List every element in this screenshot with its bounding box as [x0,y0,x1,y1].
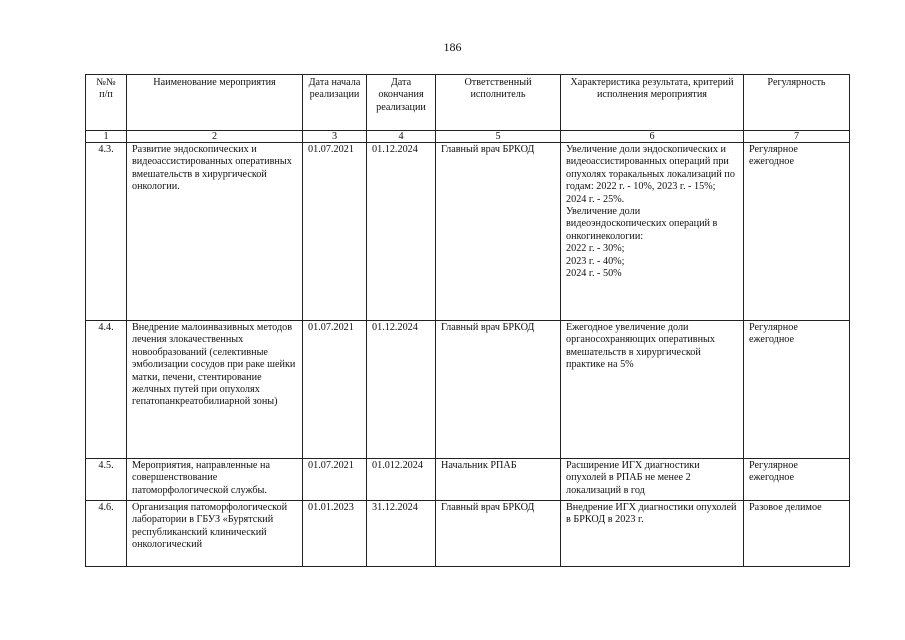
responsible: Главный врач БРКОД [436,321,561,459]
start-date: 01.07.2021 [303,143,367,321]
regularity: Регулярное ежегодное [744,321,850,459]
table-row [86,501,850,567]
header-activity-name: Наименование мероприятия [127,75,303,131]
end-date: 01.12.2024 [367,321,436,459]
table-row [86,321,850,459]
row-number: 4.6. [86,501,127,567]
page-number: 186 [443,40,462,54]
responsible: Начальник РПАБ [436,459,561,501]
regularity: Регулярное ежегодное [744,459,850,501]
header-regularity: Регулярность [744,75,850,131]
result-line: Ежегодное увеличение доли органосохраняющих оперативных вмешательств в хирургической практике на 5% [566,322,715,371]
header-number: №№ п/п [86,75,127,131]
start-date: 01.01.2023 [303,501,367,567]
responsible: Главный врач БРКОД [436,501,561,567]
result-description [561,143,744,321]
result-line: Увеличение доли эндоскопических и видеоассистированных операций при опухолях торакальных локализаций по годам: 2022 г. - 10%, 2023 г. - 15%; 2024 г. - 25%. [566,144,735,205]
result-description [561,459,744,501]
header-result: Характеристика результата, критерий исполнения мероприятия [561,75,744,131]
result-description [561,321,744,459]
end-date: 01.12.2024 [367,143,436,321]
end-date: 01.012.2024 [367,459,436,501]
activity-name: Мероприятия, направленные на совершенствование патоморфологической службы. [127,459,303,501]
activity-name: Внедрение малоинвазивных методов лечения злокачественных новообразований (селективные эмболизации сосудов при раке шейки матки, печени, стентирование желчных путей при опухолях гепатопанкреатобилиарной зоны) [127,321,303,459]
column-number: 5 [436,131,561,143]
result-line: 2024 г. - 50% [566,268,622,280]
result-line: Увеличение доли видеоэндоскопических операций в онкогинекологии: [566,206,718,242]
header-row [86,75,850,131]
start-date: 01.07.2021 [303,321,367,459]
header-start-date: Дата начала реализации [303,75,367,131]
header-responsible: Ответственный исполнитель [436,75,561,131]
activities-table [85,74,850,567]
header-end-date: Дата окончания реализации [367,75,436,131]
result-line: Расширение ИГХ диагностики опухолей в РПАБ не менее 2 локализаций в год [566,460,700,496]
result-description [561,501,744,567]
end-date: 31.12.2024 [367,501,436,567]
column-number: 6 [561,131,744,143]
table-row [86,459,850,501]
start-date: 01.07.2021 [303,459,367,501]
result-line: Внедрение ИГХ диагностики опухолей в БРКОД в 2023 г. [566,502,737,526]
table-row [86,143,850,321]
column-number: 3 [303,131,367,143]
regularity: Разовое делимое [744,501,850,567]
column-number: 1 [86,131,127,143]
row-number: 4.5. [86,459,127,501]
row-number: 4.4. [86,321,127,459]
column-number-row [86,131,850,143]
column-number: 4 [367,131,436,143]
result-line: 2022 г. - 30%; [566,243,625,255]
column-number: 2 [127,131,303,143]
responsible: Главный врач БРКОД [436,143,561,321]
result-line: 2023 г. - 40%; [566,255,625,267]
row-number: 4.3. [86,143,127,321]
activity-name: Развитие эндоскопических и видеоассистированных оперативных вмешательств в хирургической онкологии. [127,143,303,321]
column-number: 7 [744,131,850,143]
regularity: Регулярное ежегодное [744,143,850,321]
activity-name: Организация патоморфологической лаборатории в ГБУЗ «Бурятский республиканский клинический онкологический [127,501,303,567]
